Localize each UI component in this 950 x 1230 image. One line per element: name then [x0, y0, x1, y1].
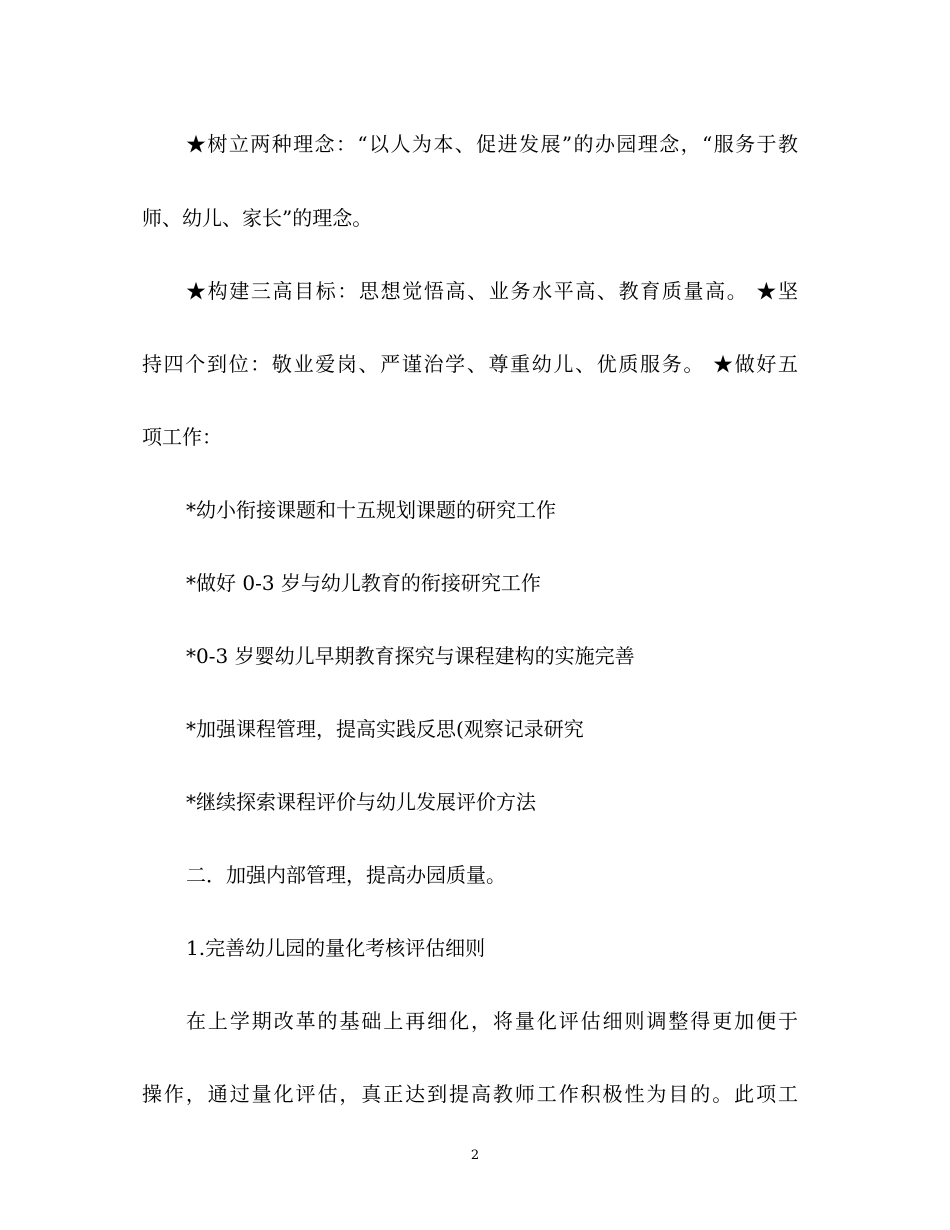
subsection-heading: 1.完善幼儿园的量化考核评估细则 [186, 936, 486, 960]
page-number: 2 [470, 1148, 480, 1163]
paragraph-line: 操作，通过量化评估，真正达到提高教师工作积极性为目的。此项工 [142, 1082, 798, 1106]
paragraph-line: 在上学期改革的基础上再细化，将量化评估细则调整得更加便于 [186, 1009, 798, 1033]
paragraph-line: 师、幼儿、家长”的理念。 [142, 206, 373, 230]
list-item: *继续探索课程评价与幼儿发展评价方法 [186, 790, 536, 814]
list-item: *0-3 岁婴幼儿早期教育探究与课程建构的实施完善 [186, 644, 635, 668]
paragraph-line: 项工作： [142, 425, 222, 449]
list-item: *加强课程管理，提高实践反思(观察记录研究 [186, 717, 584, 741]
section-heading: 二．加强内部管理，提高办园质量。 [186, 863, 506, 887]
list-item: *幼小衔接课题和十五规划课题的研究工作 [186, 498, 556, 522]
paragraph-line: ★构建三高目标：思想觉悟高、业务水平高、教育质量高。 ★坚 [186, 279, 798, 303]
paragraph-line: 持四个到位：敬业爱岗、严谨治学、尊重幼儿、优质服务。 ★做好五 [142, 352, 798, 376]
paragraph-line: ★树立两种理念：“以人为本、促进发展”的办园理念，“服务于教 [186, 132, 798, 156]
list-item: *做好 0-3 岁与幼儿教育的衔接研究工作 [186, 571, 541, 595]
